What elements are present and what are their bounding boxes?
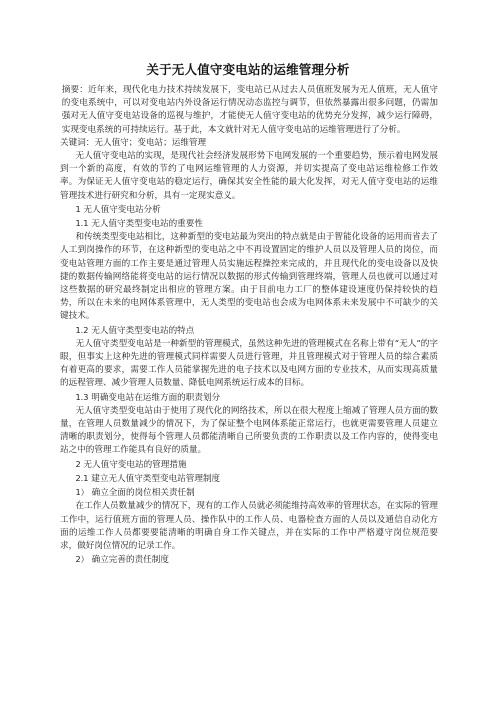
paragraph-1-2: 无人值守类型变电站是一种新型的管理模式，虽然这种先进的管理模式在名称上带有“无人”的字眼，但事实上这种先进的管理模式同样需要人员进行管理，并且管理模式对于管理人员的综合素质有着更高的要求，需要工作人员能掌握先进的电子技术以及电网方面的专业技术，从而实现高质量的远程管理、减少管理人员数量、降低电网系统运行成本的目标。 xyxy=(60,338,438,389)
section-title: 无人值守类型变电站的重要性 xyxy=(91,219,203,230)
subsection-heading-2-1-1 xyxy=(60,486,438,500)
section-heading-1-1 xyxy=(60,217,438,231)
section-number: 2 xyxy=(75,458,81,469)
section-number: 2.1 xyxy=(75,472,89,483)
section-number: 1.1 xyxy=(75,218,89,229)
section-title: 确立全面的岗位相关责任制 xyxy=(91,488,195,499)
section-heading-2-1 xyxy=(60,472,438,486)
document-body xyxy=(60,84,438,567)
paragraph-2-1-1: 在工作人员数量减少的情况下，现有的工作人员就必须能维持高效率的管理状态，在实际的管理工作中，运行值班方面的管理人员、操作队中的工作人员、电器检查方面的人员以及通信自动化方面的运维工作人员都要要能清晰的明确自身工作关键点，并在实际的工作中严格遵守岗位规范要求，做好岗位情况的记录工作。 xyxy=(60,501,438,551)
section-title: 无人值守变电站的管理措施 xyxy=(83,459,187,470)
section-heading-2 xyxy=(60,458,438,472)
section-title: 明确变电站在运维方面的职责划分 xyxy=(91,392,221,403)
keywords-line: 关键词：无人值守；变电站；运维管理 xyxy=(60,137,207,148)
section-number: 1） xyxy=(75,487,89,498)
section-number: 1.2 xyxy=(75,324,89,335)
section-heading-1 xyxy=(60,203,438,217)
section-heading-1-2 xyxy=(60,324,438,338)
section-title: 无人值守类型变电站的特点 xyxy=(91,325,195,336)
document-title: 关于无人值守变电站的运维管理分析 xyxy=(146,62,350,77)
intro-paragraph: 无人值守变电站的实现，是现代社会经济发展形势下电网发展的一个重要趋势，预示着电网发展到一个新的高度，有效的节约了电网运维管理的人力资源，并切实提高了变电站运维检修工作效率。为保证无人值守变电站的稳定运行，确保其安全性能的最大化发挥，对无人值守变电站的运维管理技术进行研究和分析，具有一定现实意义。 xyxy=(60,151,438,201)
section-number: 2） xyxy=(75,554,89,565)
section-title: 建立无人值守类型变电站管理制度 xyxy=(91,473,221,484)
paragraph-1-3: 无人值守类型变电站由于使用了现代化的网络技术，所以在很大程度上缩减了管理人员方面的数量，在管理人员数量减少的情况下，为了保证整个电网体系能正常运行，也就更需要管理人员建立清晰的职责划分，使得每个管理人员都能清晰自己所要负责的工作职责以及工作内容的，使得变电站之中的管理工作能具有良好的质量。 xyxy=(60,405,438,456)
section-number: 1 xyxy=(75,203,81,214)
section-title: 确立完善的责任制度 xyxy=(91,555,169,566)
section-title: 无人值守变电站分析 xyxy=(83,204,161,215)
subsection-heading-2-1-2 xyxy=(60,553,438,567)
section-heading-1-3 xyxy=(60,391,438,405)
abstract-paragraph: 摘要：近年来，现代化电力技术持续发展下，变电站已从过去人员值班发展为无人值班，无人值守的变电系统中，可以对变电站内外设备运行情况动态监控与调节，但依然暴露出很多问题，仍需加强对无人值守变电站设备的巡视与维护，才能使无人值守变电站的优势充分发挥，减少运行障碍，实现变电系统的可持续运行。基于此，本文就针对无人值守变电站的运维管理进行了分析。 xyxy=(61,85,438,135)
paragraph-1-1: 和传统类型变电站相比，这种新型的变电站最为突出的特点就是由于智能化设备的运用而省去了人工到岗操作的环节，在这种新型的变电站之中不再设置固定的维护人员以及管理人员的岗位，而变电站管理方面的工作主要是通过管理人员实施远程操控来完成的，并且现代化的变电设备以及快捷的数据传输网络能将变电站的运行情况以数据的形式传输到管理终端，管理人员也就可以通过对这些数据的研究最终制定出相应的管理方案。由于目前电力工厂的整体建设速度仍保持较快的趋势，所以在未来的电网体系管理中，无人类型的变电站也会成为电网体系未来发展中不可缺少的关键技术。 xyxy=(60,232,438,322)
section-number: 1.3 xyxy=(75,391,89,402)
